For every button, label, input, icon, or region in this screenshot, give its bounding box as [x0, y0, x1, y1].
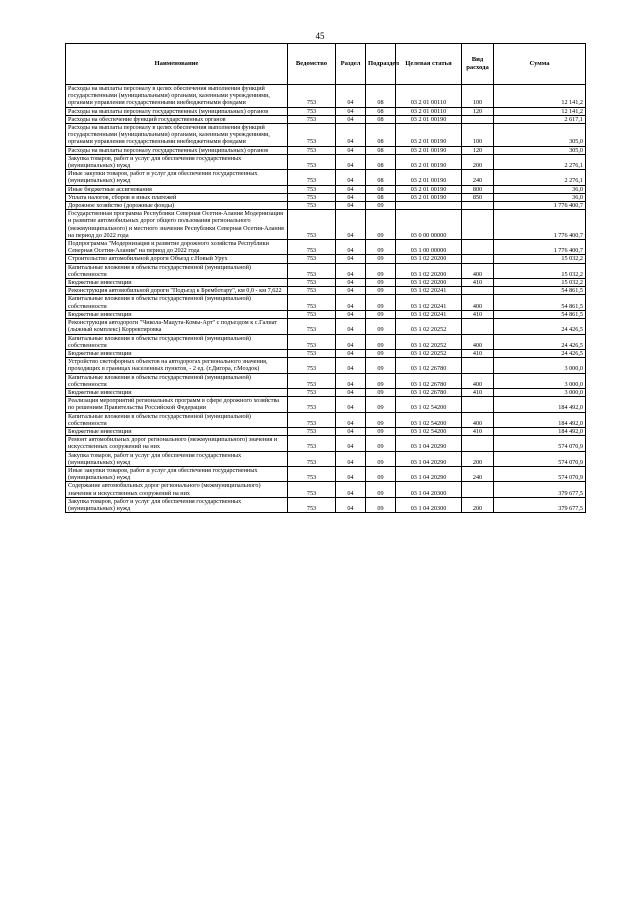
cell-sum: 15 032,2	[494, 279, 586, 287]
table-row	[66, 124, 586, 147]
cell-department: 753	[288, 255, 336, 263]
cell-department: 753	[288, 107, 336, 115]
cell-expense-kind: 400	[462, 263, 494, 278]
cell-sum: 24 426,5	[494, 319, 586, 334]
table-row	[66, 279, 586, 287]
cell-department: 753	[288, 412, 336, 427]
cell-sum: 1 776 400,7	[494, 210, 586, 240]
table-row	[66, 193, 586, 201]
cell-sum: 2 617,1	[494, 115, 586, 123]
cell-subsection: 09	[366, 319, 396, 334]
cell-expense-kind	[462, 482, 494, 497]
cell-subsection: 09	[366, 255, 396, 263]
table-row	[66, 436, 586, 451]
cell-sum: 379 677,5	[494, 482, 586, 497]
cell-department: 753	[288, 373, 336, 388]
cell-name: Реконструкция автомобильной дороги "Подъезд к Бремботару", км 0,0 - км 7,622	[66, 287, 288, 295]
cell-department: 753	[288, 279, 336, 287]
cell-name: Капитальные вложения в объекты государственной (муниципальной) собственности	[66, 263, 288, 278]
cell-sum: 305,0	[494, 124, 586, 147]
cell-sum: 3 000,0	[494, 388, 586, 396]
cell-subsection: 09	[366, 210, 396, 240]
cell-department: 753	[288, 124, 336, 147]
cell-target-article: 03 2 01 00190	[396, 146, 462, 154]
cell-target-article: 03 1 02 20200	[396, 279, 462, 287]
table-row	[66, 373, 586, 388]
cell-department: 753	[288, 287, 336, 295]
header-department: Ведомство	[288, 44, 336, 85]
cell-department: 753	[288, 115, 336, 123]
cell-expense-kind: 200	[462, 154, 494, 169]
cell-sum: 574 070,9	[494, 436, 586, 451]
cell-name: Ремонт автомобильных дорог регионального (межмуниципального) значения и искусственных сооружений на них	[66, 436, 288, 451]
cell-sum: 305,0	[494, 146, 586, 154]
cell-target-article	[396, 202, 462, 210]
cell-expense-kind: 400	[462, 373, 494, 388]
cell-target-article: 03 1 02 20241	[396, 295, 462, 310]
cell-department: 753	[288, 240, 336, 255]
cell-subsection: 09	[366, 373, 396, 388]
cell-subsection: 08	[366, 170, 396, 185]
cell-target-article: 03 1 02 54200	[396, 397, 462, 412]
cell-department: 753	[288, 319, 336, 334]
table-row	[66, 412, 586, 427]
cell-department: 753	[288, 349, 336, 357]
cell-subsection: 09	[366, 295, 396, 310]
cell-department: 753	[288, 185, 336, 193]
cell-target-article: 03 2 01 00190	[396, 124, 462, 147]
cell-expense-kind: 400	[462, 412, 494, 427]
table-row	[66, 185, 586, 193]
cell-department: 753	[288, 397, 336, 412]
cell-department: 753	[288, 482, 336, 497]
cell-target-article: 03 2 01 00190	[396, 170, 462, 185]
table-row	[66, 310, 586, 318]
cell-department: 753	[288, 310, 336, 318]
cell-name: Капитальные вложения в объекты государственной (муниципальной) собственности	[66, 373, 288, 388]
cell-section: 04	[336, 436, 366, 451]
table-row	[66, 358, 586, 373]
cell-section: 04	[336, 193, 366, 201]
cell-section: 04	[336, 412, 366, 427]
cell-subsection: 09	[366, 388, 396, 396]
cell-department: 753	[288, 85, 336, 108]
cell-section: 04	[336, 279, 366, 287]
cell-section: 04	[336, 497, 366, 512]
cell-target-article: 03 1 02 20252	[396, 334, 462, 349]
cell-subsection: 09	[366, 263, 396, 278]
cell-sum: 3 000,0	[494, 358, 586, 373]
cell-target-article: 03 1 02 20241	[396, 310, 462, 318]
table-row	[66, 240, 586, 255]
cell-expense-kind: 400	[462, 295, 494, 310]
cell-section: 04	[336, 397, 366, 412]
cell-section: 04	[336, 451, 366, 466]
cell-department: 753	[288, 193, 336, 201]
cell-target-article: 03 1 02 26780	[396, 358, 462, 373]
cell-expense-kind	[462, 319, 494, 334]
cell-expense-kind: 410	[462, 388, 494, 396]
cell-expense-kind	[462, 255, 494, 263]
cell-section: 04	[336, 154, 366, 169]
cell-expense-kind	[462, 240, 494, 255]
cell-section: 04	[336, 287, 366, 295]
table-row	[66, 202, 586, 210]
cell-department: 753	[288, 497, 336, 512]
cell-department: 753	[288, 295, 336, 310]
cell-department: 753	[288, 263, 336, 278]
cell-subsection: 08	[366, 124, 396, 147]
cell-subsection: 09	[366, 412, 396, 427]
cell-section: 04	[336, 263, 366, 278]
table-row	[66, 210, 586, 240]
cell-sum: 15 032,2	[494, 255, 586, 263]
header-name: Наименование	[66, 44, 288, 85]
cell-name: Бюджетные инвестиции	[66, 349, 288, 357]
table-row	[66, 170, 586, 185]
cell-section: 04	[336, 146, 366, 154]
table-row	[66, 115, 586, 123]
cell-expense-kind: 240	[462, 466, 494, 481]
cell-target-article: 03 2 01 00110	[396, 107, 462, 115]
cell-sum: 54 861,5	[494, 287, 586, 295]
cell-name: Иные бюджетные ассигнования	[66, 185, 288, 193]
cell-subsection: 09	[366, 451, 396, 466]
cell-section: 04	[336, 107, 366, 115]
cell-sum: 184 492,0	[494, 397, 586, 412]
cell-department: 753	[288, 436, 336, 451]
cell-expense-kind: 410	[462, 279, 494, 287]
cell-target-article: 03 1 02 20252	[396, 319, 462, 334]
cell-name: Закупка товаров, работ и услуг для обеспечения государственных (муниципальных) нужд	[66, 497, 288, 512]
header-target-article: Целевая статья	[396, 44, 462, 85]
table-row	[66, 146, 586, 154]
cell-sum: 1 776 400,7	[494, 240, 586, 255]
cell-subsection: 08	[366, 146, 396, 154]
cell-sum: 24 426,5	[494, 334, 586, 349]
cell-name: Бюджетные инвестиции	[66, 279, 288, 287]
budget-table	[65, 43, 586, 513]
cell-subsection: 08	[366, 85, 396, 108]
cell-sum: 12 141,2	[494, 85, 586, 108]
cell-name: Устройство светофорных объектов на автодорогах регионального значения, проходящих в границах населенных пунктов, - 2 ед. (г.Дигора, г.Моздок)	[66, 358, 288, 373]
cell-department: 753	[288, 170, 336, 185]
cell-subsection: 09	[366, 482, 396, 497]
table-row	[66, 349, 586, 357]
cell-subsection: 09	[366, 436, 396, 451]
cell-department: 753	[288, 451, 336, 466]
cell-name: Бюджетные инвестиции	[66, 427, 288, 435]
cell-section: 04	[336, 482, 366, 497]
cell-expense-kind: 410	[462, 427, 494, 435]
cell-target-article: 03 1 02 20252	[396, 349, 462, 357]
cell-department: 753	[288, 388, 336, 396]
cell-name: Строительство автомобильной дороги Объезд с.Новый Урух	[66, 255, 288, 263]
cell-target-article: 03 1 04 20300	[396, 497, 462, 512]
cell-sum: 379 677,5	[494, 497, 586, 512]
cell-expense-kind	[462, 210, 494, 240]
cell-section: 04	[336, 115, 366, 123]
cell-subsection: 08	[366, 193, 396, 201]
cell-sum: 36,0	[494, 185, 586, 193]
cell-section: 04	[336, 334, 366, 349]
cell-name: Дорожное хозяйство (дорожные фонды)	[66, 202, 288, 210]
cell-sum: 54 861,5	[494, 310, 586, 318]
cell-target-article: 03 1 02 54200	[396, 412, 462, 427]
cell-subsection: 08	[366, 154, 396, 169]
cell-expense-kind: 240	[462, 170, 494, 185]
header-sum: Сумма	[494, 44, 586, 85]
cell-section: 04	[336, 240, 366, 255]
cell-expense-kind	[462, 115, 494, 123]
cell-expense-kind: 410	[462, 349, 494, 357]
cell-target-article: 03 2 01 00190	[396, 115, 462, 123]
cell-sum: 184 492,0	[494, 412, 586, 427]
cell-sum: 15 032,2	[494, 263, 586, 278]
cell-target-article: 03 1 04 20290	[396, 436, 462, 451]
table-row	[66, 255, 586, 263]
cell-target-article: 03 2 01 00190	[396, 154, 462, 169]
table-row	[66, 427, 586, 435]
table-row	[66, 497, 586, 512]
cell-section: 04	[336, 202, 366, 210]
table-row	[66, 451, 586, 466]
cell-name: Содержание автомобильных дорог регионального (межмуниципального) значения и искусственных сооружений на них	[66, 482, 288, 497]
cell-section: 04	[336, 466, 366, 481]
cell-name: Бюджетные инвестиции	[66, 388, 288, 396]
cell-name: Государственная программа Республики Северная Осетия-Алания Модернизация и развитие автомобильных дорог общего пользования регионального (межмуниципального) и местного значения Республики Северная Осетия-Алания на период до 2022 года	[66, 210, 288, 240]
cell-name: Расходы на выплаты персоналу государственных (муниципальных) органов	[66, 107, 288, 115]
cell-expense-kind: 850	[462, 193, 494, 201]
cell-subsection: 09	[366, 202, 396, 210]
cell-section: 04	[336, 319, 366, 334]
table-row	[66, 295, 586, 310]
cell-subsection: 09	[366, 349, 396, 357]
cell-expense-kind: 100	[462, 124, 494, 147]
cell-section: 04	[336, 255, 366, 263]
cell-sum: 24 426,5	[494, 349, 586, 357]
cell-subsection: 09	[366, 358, 396, 373]
cell-target-article: 03 2 01 00190	[396, 193, 462, 201]
cell-subsection: 09	[366, 427, 396, 435]
cell-expense-kind: 200	[462, 451, 494, 466]
cell-name: Капитальные вложения в объекты государственной (муниципальной) собственности	[66, 334, 288, 349]
cell-department: 753	[288, 466, 336, 481]
cell-section: 04	[336, 310, 366, 318]
cell-subsection: 08	[366, 107, 396, 115]
header-expense-kind: Вид расхода	[462, 44, 494, 85]
cell-name: Закупка товаров, работ и услуг для обеспечения государственных (муниципальных) нужд	[66, 451, 288, 466]
cell-sum: 574 070,9	[494, 466, 586, 481]
cell-sum: 2 276,1	[494, 154, 586, 169]
cell-sum: 12 141,2	[494, 107, 586, 115]
cell-sum: 36,0	[494, 193, 586, 201]
table-row	[66, 154, 586, 169]
cell-subsection: 09	[366, 240, 396, 255]
cell-target-article: 03 1 02 20200	[396, 263, 462, 278]
cell-subsection: 09	[366, 466, 396, 481]
cell-department: 753	[288, 146, 336, 154]
table-row	[66, 388, 586, 396]
cell-name: Подпрограмма "Модернизация и развитие дорожного хозяйства Республики Северная Осетия-Алания" на период до 2022 года	[66, 240, 288, 255]
cell-target-article: 03 1 02 20200	[396, 255, 462, 263]
cell-section: 04	[336, 124, 366, 147]
cell-expense-kind	[462, 287, 494, 295]
cell-section: 04	[336, 210, 366, 240]
cell-sum: 1 776 400,7	[494, 202, 586, 210]
cell-department: 753	[288, 154, 336, 169]
cell-name: Бюджетные инвестиции	[66, 310, 288, 318]
cell-target-article: 03 1 04 20290	[396, 466, 462, 481]
cell-target-article: 03 1 00 00000	[396, 240, 462, 255]
cell-department: 753	[288, 427, 336, 435]
cell-target-article: 03 1 04 20290	[396, 451, 462, 466]
cell-section: 04	[336, 373, 366, 388]
cell-expense-kind: 100	[462, 85, 494, 108]
table-row	[66, 85, 586, 108]
cell-target-article: 03 2 01 00190	[396, 185, 462, 193]
cell-target-article: 03 2 01 00110	[396, 85, 462, 108]
cell-section: 04	[336, 427, 366, 435]
cell-subsection: 08	[366, 115, 396, 123]
cell-section: 04	[336, 358, 366, 373]
cell-section: 04	[336, 170, 366, 185]
table-body	[66, 85, 586, 513]
table-header-row	[66, 44, 586, 85]
cell-name: Реконструкция автодороги "Чикола-Мацута-Комы-Арт" с подъездом к с.Галиат (лыжный комплекс) Корректировка	[66, 319, 288, 334]
cell-expense-kind	[462, 436, 494, 451]
cell-subsection: 09	[366, 310, 396, 318]
cell-subsection: 08	[366, 185, 396, 193]
table-row	[66, 334, 586, 349]
cell-target-article: 03 1 02 54200	[396, 427, 462, 435]
table-row	[66, 466, 586, 481]
cell-section: 04	[336, 85, 366, 108]
cell-target-article: 03 1 02 20241	[396, 287, 462, 295]
cell-expense-kind: 410	[462, 310, 494, 318]
cell-department: 753	[288, 334, 336, 349]
cell-target-article: 03 1 04 20300	[396, 482, 462, 497]
cell-subsection: 09	[366, 497, 396, 512]
table-row	[66, 319, 586, 334]
cell-expense-kind: 120	[462, 107, 494, 115]
cell-name: Расходы на выплаты персоналу государственных (муниципальных) органов	[66, 146, 288, 154]
cell-department: 753	[288, 202, 336, 210]
cell-name: Расходы на обеспечение функций государственных органов	[66, 115, 288, 123]
table-row	[66, 287, 586, 295]
cell-sum: 184 492,0	[494, 427, 586, 435]
cell-target-article: 03 1 02 26780	[396, 388, 462, 396]
header-section: Раздел	[336, 44, 366, 85]
table-row	[66, 263, 586, 278]
cell-section: 04	[336, 349, 366, 357]
cell-expense-kind: 200	[462, 497, 494, 512]
cell-expense-kind: 400	[462, 334, 494, 349]
cell-subsection: 09	[366, 397, 396, 412]
cell-name: Расходы на выплаты персоналу в целях обеспечения выполнения функций государственными (муниципальными) органами, казенными учреждениями, органами управления государственными внебюджетными фондами	[66, 124, 288, 147]
cell-name: Капитальные вложения в объекты государственной (муниципальной) собственности	[66, 295, 288, 310]
cell-expense-kind: 120	[462, 146, 494, 154]
table-row	[66, 107, 586, 115]
cell-section: 04	[336, 388, 366, 396]
cell-name: Капитальные вложения в объекты государственной (муниципальной) собственности	[66, 412, 288, 427]
cell-subsection: 09	[366, 334, 396, 349]
cell-name: Закупка товаров, работ и услуг для обеспечения государственных (муниципальных) нужд	[66, 154, 288, 169]
cell-expense-kind	[462, 397, 494, 412]
table-row	[66, 482, 586, 497]
page-number: 45	[315, 31, 325, 41]
header-subsection: Подраздел	[366, 44, 396, 85]
cell-section: 04	[336, 185, 366, 193]
cell-expense-kind: 800	[462, 185, 494, 193]
cell-name: Уплата налогов, сборов и иных платежей	[66, 193, 288, 201]
cell-section: 04	[336, 295, 366, 310]
cell-target-article: 03 1 02 26780	[396, 373, 462, 388]
cell-department: 753	[288, 210, 336, 240]
cell-name: Иные закупки товаров, работ и услуг для обеспечения государственных (муниципальных) нужд	[66, 466, 288, 481]
cell-sum: 3 000,0	[494, 373, 586, 388]
cell-subsection: 09	[366, 279, 396, 287]
cell-sum: 2 276,1	[494, 170, 586, 185]
cell-name: Реализация мероприятий региональных программ в сфере дорожного хозяйства по решениям Правительства Российской Федерации	[66, 397, 288, 412]
cell-department: 753	[288, 358, 336, 373]
cell-sum: 574 070,9	[494, 451, 586, 466]
table-row	[66, 397, 586, 412]
cell-name: Иные закупки товаров, работ и услуг для обеспечения государственных (муниципальных) нужд	[66, 170, 288, 185]
cell-target-article: 03 0 00 00000	[396, 210, 462, 240]
cell-name: Расходы на выплаты персоналу в целях обеспечения выполнения функций государственными (муниципальными) органами, казенными учреждениями, органами управления государственными внебюджетными фондами	[66, 85, 288, 108]
cell-expense-kind	[462, 358, 494, 373]
cell-sum: 54 861,5	[494, 295, 586, 310]
cell-expense-kind	[462, 202, 494, 210]
cell-subsection: 09	[366, 287, 396, 295]
